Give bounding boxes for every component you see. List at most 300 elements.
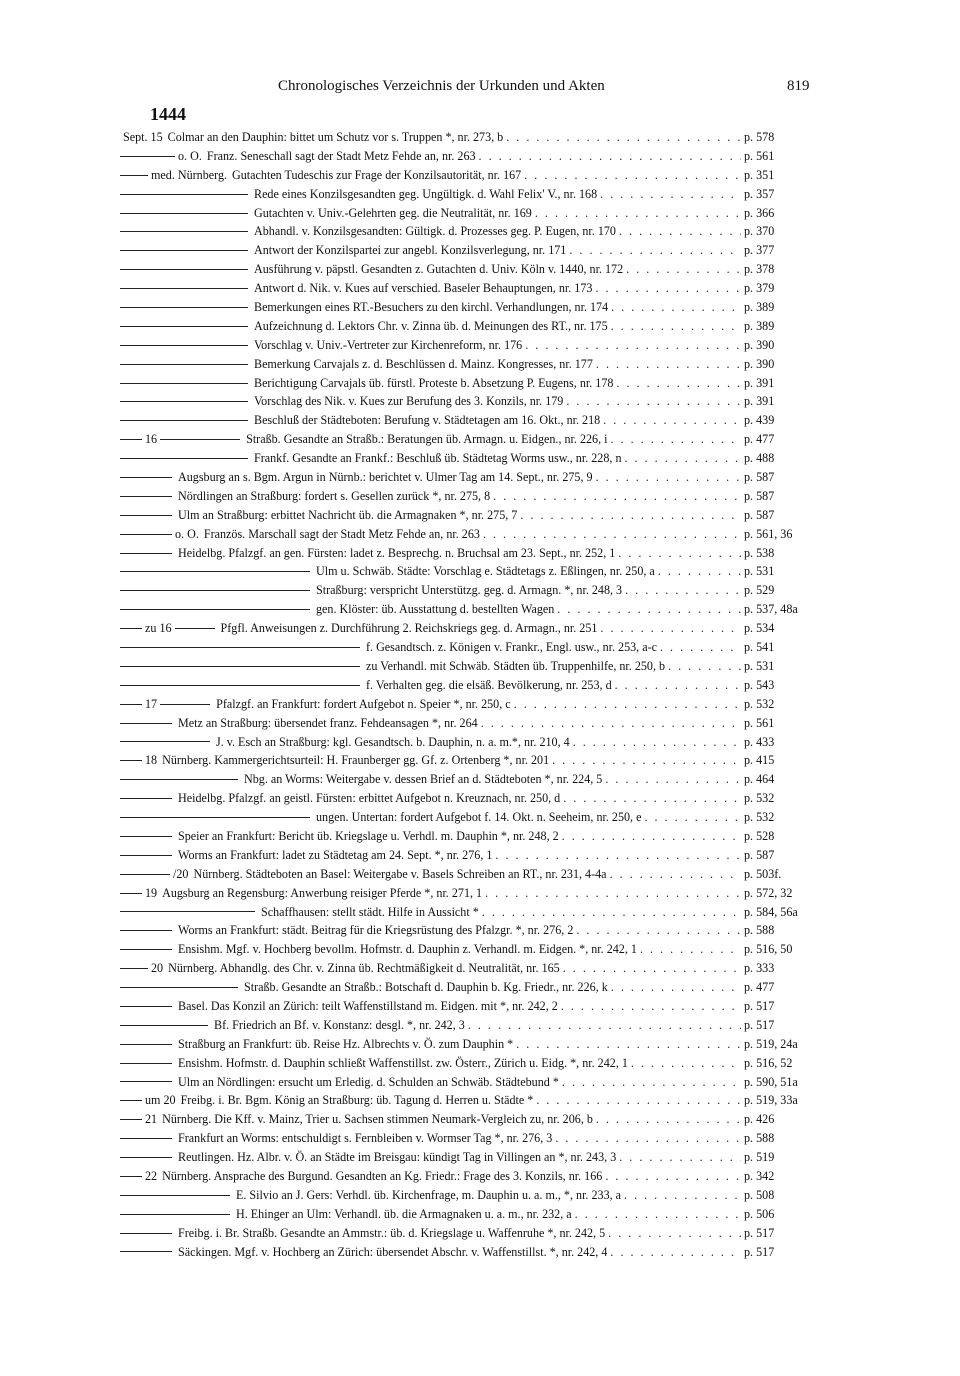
entry-text: Bemerkungen eines RT.-Besuchers zu den kirchl. Verhandlungen, nr. 174 [254,300,609,315]
page-reference: p. 528 [744,828,775,843]
ditto-dash [120,307,248,308]
leader-dots [600,185,741,204]
ditto-dash [120,1119,142,1120]
page-reference: p. 588 [744,923,775,938]
entry-text: Ulm an Straßburg: erbittet Nachricht üb. die Armagnaken *, nr. 275, 7 [178,507,518,522]
entry-text: Säckingen. Mgf. v. Hochberg an Zürich: übersendet Abschr. v. Waffenstillst. *, nr. 242, 4 [178,1244,608,1259]
entry-row [120,1224,810,1243]
page-reference: p. 541 [744,640,775,655]
page-reference: p. 488 [744,451,775,466]
leader-dots [552,751,741,770]
entry-row [120,355,810,374]
entry-row [120,676,810,695]
leader-dots [611,298,741,317]
entry-text: Gutachten v. Univ.-Gelehrten geg. die Neutralität, nr. 169 [254,205,532,220]
ditto-dash [120,571,310,572]
ditto-dash [175,628,215,629]
page-reference: p. 508 [744,1187,775,1202]
entry-text: Heidelbg. Pfalzgf. an gen. Fürsten: ladet z. Besprechg. n. Bruchsal am 23. Sept., nr. 252, 1 [178,545,616,560]
leader-dots [525,336,741,355]
entry-text: Frankfurt an Worms: entschuldigt s. Fernbleiben v. Wormser Tag *, nr. 276, 3 [178,1131,553,1146]
page-reference: p. 516, 50 [744,942,793,957]
entry-text: Berichtigung Carvajals üb. fürstl. Proteste b. Absetzung P. Eugens, nr. 178 [254,375,614,390]
leader-dots [618,544,741,563]
page-reference: p. 391 [744,375,775,390]
ditto-dash [120,345,248,346]
entry-row [120,430,810,449]
page-reference: p. 366 [744,205,775,220]
ditto-dash [120,383,248,384]
entry-row [120,997,810,1016]
page-reference: p. 529 [744,583,775,598]
entry-row [120,1129,810,1148]
entry-text: Ausführung v. päpstl. Gesandten z. Gutachten d. Univ. Köln v. 1440, nr. 172 [254,262,624,277]
leader-dots [575,1205,741,1224]
entry-text: Gutachten Tudeschis zur Frage der Konzilsautorität, nr. 167 [232,167,522,182]
ditto-dash [120,741,210,742]
leader-dots [610,1243,741,1262]
entry-row [120,1054,810,1073]
entry-text: Antwort der Konzilspartei zur angebl. Konzilsverlegung, nr. 171 [254,243,567,258]
entry-row [120,1148,810,1167]
entry-row [120,581,810,600]
ditto-dash [120,401,248,402]
ditto-dash [120,1138,172,1139]
page-reference: p. 426 [744,1112,775,1127]
entry-text: Augsburg an Regensburg: Anwerbung reisiger Pferde *, nr. 271, 1 [162,885,483,900]
entry-text: Beschluß der Städteboten: Berufung v. Städtetagen am 16. Okt., nr. 218 [254,413,601,428]
entry-row [120,1205,810,1224]
entry-date: 21 [145,1112,158,1127]
leader-dots [481,714,741,733]
ditto-dash [120,496,172,497]
leader-dots [658,562,741,581]
entry-row [120,619,810,638]
ditto-dash [120,515,172,516]
leader-dots [524,166,741,185]
leader-dots [482,903,741,922]
ditto-dash [120,685,360,686]
entry-row [120,260,810,279]
entry-text: Nürnberg. Die Kff. v. Mainz, Trier u. Sachsen stimmen Neumark-Vergleich zu, nr. 206, b [162,1112,593,1127]
entry-text: Frankf. Gesandte an Frankf.: Beschluß üb. Städtetag Worms usw., nr. 228, n [254,451,622,466]
leader-dots [468,1016,741,1035]
ditto-dash [120,534,172,535]
entry-date: /20 [173,866,189,881]
page-reference: p. 517 [744,998,775,1013]
page-reference: p. 519, 33a [744,1093,798,1108]
ditto-dash [120,590,310,591]
ditto-dash [120,817,310,818]
entry-row [120,1091,810,1110]
entry-row [120,959,810,978]
ditto-dash [120,987,238,988]
page-reference: p. 477 [744,432,775,447]
page-reference: p. 389 [744,300,775,315]
entry-row [120,185,810,204]
ditto-dash [120,250,248,251]
ditto-dash [120,1081,172,1082]
entry-text: Worms an Frankfurt: ladet zu Städtetag am 24. Sept. *, nr. 276, 1 [178,847,493,862]
leader-dots [660,638,741,657]
entry-text: H. Ehinger an Ulm: Verhandl. üb. die Armagnaken u. a. m., nr. 232, a [236,1206,572,1221]
page-reference: p. 537, 48a [744,602,798,617]
entry-text: Nürnberg. Kammergerichtsurteil: H. Fraunberger gg. Gf. z. Ortenberg *, nr. 201 [162,753,550,768]
page-reference: p. 415 [744,753,775,768]
page-reference: p. 587 [744,507,775,522]
entry-row [120,128,810,147]
entry-row [120,1110,810,1129]
entry-row [120,1035,810,1054]
page-reference: p. 590, 51a [744,1074,798,1089]
entry-text: Ensishm. Mgf. v. Hochberg bevollm. Hofmstr. d. Dauphin z. Verhandl. m. Eidgen. *, nr. 242, 1 [178,942,637,957]
page-reference: p. 477 [744,980,775,995]
entry-row [120,204,810,223]
entry-date: um 20 [145,1093,176,1108]
entry-text: gen. Klöster: üb. Ausstattung d. bestellten Wagen [316,602,555,617]
ditto-dash [120,156,175,157]
ditto-dash [120,874,170,875]
ditto-dash [120,175,148,176]
entry-text: Reutlingen. Hz. Albr. v. Ö. an Städte im Breisgau: kündigt Tag in Villingen an *, nr. 243, 3 [178,1150,617,1165]
entry-text: Ensishm. Hofmstr. d. Dauphin schließt Waffenstillst. zw. Österr., Zürich u. Eidg. *, nr. 242, 1 [178,1055,628,1070]
leader-dots [535,204,741,223]
leader-dots [625,449,742,468]
page-reference: p. 588 [744,1131,775,1146]
ditto-dash [120,458,248,459]
entry-text: Straßb. Gesandte an Straßb.: Beratungen üb. Armagn. u. Eidgen., nr. 226, i [246,432,608,447]
entry-row [120,241,810,260]
entry-text: Straßburg an Frankfurt: üb. Reise Hz. Albrechts v. Ö. zum Dauphin * [178,1036,514,1051]
page-reference: p. 543 [744,677,775,692]
page-reference: p. 439 [744,413,775,428]
ditto-dash [120,477,172,478]
leader-dots [644,808,741,827]
leader-dots [611,317,741,336]
ditto-dash [120,1025,208,1026]
entry-row [120,827,810,846]
entry-text: Nördlingen an Straßburg: fordert s. Gesellen zurück *, nr. 275, 8 [178,488,491,503]
leader-dots [493,487,741,506]
leader-dots [608,1224,741,1243]
entry-row [120,751,810,770]
ditto-dash [120,836,172,837]
entry-row [120,1186,810,1205]
leader-dots [516,1035,741,1054]
entry-row [120,166,810,185]
entry-text: Nürnberg. Städteboten an Basel: Weitergabe v. Basels Schreiben an RT., nr. 231, 4-4a [193,866,607,881]
entry-row [120,940,810,959]
entry-row [120,411,810,430]
entry-text: Nürnberg. Ansprache des Burgund. Gesandten an Kg. Friedr.: Frage des 3. Konzils, nr. 166 [162,1168,603,1183]
leader-dots [520,506,741,525]
ditto-dash [120,439,142,440]
leader-dots [557,600,741,619]
leader-dots [615,676,741,695]
entry-row [120,770,810,789]
entry-text: Rede eines Konzilsgesandten geg. Ungültigk. d. Wahl Felix' V., nr. 168 [254,186,598,201]
entry-row [120,921,810,940]
entry-text: Aufzeichnung d. Lektors Chr. v. Zinna üb. d. Meinungen des RT., nr. 175 [254,318,608,333]
entry-row [120,808,810,827]
leader-dots [610,865,741,884]
entry-row [120,865,810,884]
leader-dots [576,921,741,940]
entry-row [120,449,810,468]
entry-text: Bf. Friedrich an Bf. v. Konstanz: desgl. *, nr. 242, 3 [214,1017,465,1032]
entry-text: Abhandl. v. Konzilsgesandten: Gültigk. d. Prozesses geg. P. Eugen, nr. 170 [254,224,616,239]
entry-row [120,525,810,544]
year-heading: 1444 [150,104,186,124]
entry-row [120,222,810,241]
entry-text: Franz. Seneschall sagt der Stadt Metz Fehde an, nr. 263 [206,148,476,163]
leader-dots [562,1073,741,1092]
leader-dots [596,355,741,374]
entry-row [120,147,810,166]
page-reference: p. 391 [744,394,775,409]
entry-date: o. O. [175,526,199,541]
leader-dots [479,147,741,166]
leader-dots [536,1091,741,1110]
page-reference: p. 517 [744,1225,775,1240]
ditto-dash [120,949,172,950]
ditto-dash [120,420,248,421]
page-reference: p. 519 [744,1150,775,1165]
ditto-dash [120,911,255,912]
leader-dots [495,846,741,865]
ditto-dash [120,930,172,931]
entry-row [120,657,810,676]
page-reference: p. 532 [744,791,775,806]
leader-dots [668,657,741,676]
entry-text: Pfgfl. Anweisungen z. Durchführung 2. Reichskriegs geg. d. Armagn., nr. 251 [220,621,598,636]
entry-row [120,846,810,865]
page-reference: p. 433 [744,734,775,749]
entry-row [120,317,810,336]
page-reference: p. 561 [744,715,775,730]
ditto-dash [120,647,360,648]
entry-text: Schaffhausen: stellt städt. Hilfe in Aussicht * [261,904,479,919]
entry-row [120,978,810,997]
entry-text: Straßb. Gesandte an Straßb.: Botschaft d. Dauphin b. Kg. Friedr., nr. 226, k [244,980,608,995]
entry-text: Freibg. i. Br. Bgm. König an Straßburg: üb. Tagung d. Herren u. Städte * [180,1093,534,1108]
ditto-dash [120,1251,172,1252]
entry-text: Speier an Frankfurt: Bericht üb. Kriegslage u. Verhdl. m. Dauphin *, nr. 248, 2 [178,828,559,843]
page-number: 819 [787,78,810,94]
leader-dots [566,392,741,411]
entry-text: Französ. Marschall sagt der Stadt Metz Fehde an, nr. 263 [203,526,480,541]
page-reference: p. 516, 52 [744,1055,793,1070]
ditto-dash [120,1063,172,1064]
page-reference: p. 531 [744,658,775,673]
entry-text: Bemerkung Carvajals z. d. Beschlüssen d. Mainz. Kongresses, nr. 177 [254,356,593,371]
leader-dots [640,940,741,959]
ditto-dash [120,288,248,289]
ditto-dash [120,1100,142,1101]
entry-list [120,128,810,1261]
ditto-dash [120,779,238,780]
entry-row [120,336,810,355]
ditto-dash [120,893,142,894]
page-reference: p. 578 [744,130,775,144]
entry-row [120,884,810,903]
page-reference: p. 378 [744,262,775,277]
page-reference: p. 532 [744,810,775,825]
entry-row [120,903,810,922]
entry-text: J. v. Esch an Straßburg: kgl. Gesandtsch. b. Dauphin, n. a. m.*, nr. 210, 4 [216,734,570,749]
entry-date: 22 [145,1168,158,1183]
page-reference: p. 377 [744,243,775,258]
entry-text: Heidelbg. Pfalzgf. an geistl. Fürsten: erbittet Aufgebot n. Kreuznach, nr. 250, d [178,791,561,806]
page-reference: p. 587 [744,847,775,862]
ditto-dash [120,553,172,554]
leader-dots [605,770,741,789]
entry-row [120,733,810,752]
entry-text: Augsburg an s. Bgm. Argun in Nürnb.: berichtet v. Ulmer Tag am 14. Sept., nr. 275, 9 [178,470,593,485]
ditto-dash [120,1214,230,1215]
page-reference: p. 342 [744,1168,775,1183]
ditto-dash [160,704,210,705]
entry-row [120,714,810,733]
entry-row [120,374,810,393]
leader-dots [619,1148,741,1167]
ditto-dash [120,1233,172,1234]
leader-dots [603,411,741,430]
entry-text: Vorschlag des Nik. v. Kues zur Berufung des 3. Konzils, nr. 179 [254,394,564,409]
entry-row [120,392,810,411]
entry-text: Basel. Das Konzil an Zürich: teilt Waffenstillstand m. Eidgen. mit *, nr. 242, 2 [178,998,558,1013]
entry-row [120,1016,810,1035]
entry-row [120,506,810,525]
leader-dots [600,619,741,638]
ditto-dash [160,439,240,440]
leader-dots [605,1167,741,1186]
ditto-dash [120,666,360,667]
entry-row [120,1073,810,1092]
ditto-dash [120,326,248,327]
ditto-dash [120,213,248,214]
entry-text: Straßburg: verspricht Unterstützg. geg. d. Armagn. *, nr. 248, 3 [316,583,623,598]
ditto-dash [120,1044,172,1045]
leader-dots [562,827,741,846]
leader-dots [573,733,741,752]
page-reference: p. 561 [744,148,775,163]
page-reference: p. 379 [744,281,775,296]
entry-row [120,487,810,506]
ditto-dash [120,968,148,969]
leader-dots [616,374,741,393]
running-header [0,78,960,100]
ditto-dash [120,609,310,610]
entry-text: Freibg. i. Br. Straßb. Gesandte an Ammstr.: üb. d. Kriegslage u. Waffenruhe *, nr. 242, 5 [178,1225,606,1240]
page-reference: p. 389 [744,318,775,333]
leader-dots [624,1186,741,1205]
entry-row [120,279,810,298]
ditto-dash [120,855,172,856]
entry-date: o. O. [178,148,202,163]
page-reference: p. 464 [744,772,775,787]
page-reference: p. 357 [744,186,775,201]
ditto-dash [120,628,142,629]
entry-text: Colmar an den Dauphin: bittet um Schutz vor s. Truppen *, nr. 273, b [167,130,504,144]
entry-row [120,695,810,714]
entry-date: zu 16 [145,621,172,636]
entry-date: Sept. 15 [123,130,163,144]
entry-text: Pfalzgf. an Frankfurt: fordert Aufgebot n. Speier *, nr. 250, c [216,696,511,711]
ditto-dash [120,798,172,799]
ditto-dash [120,1176,142,1177]
entry-text: Metz an Straßburg: übersendet franz. Fehdeansagen *, nr. 264 [178,715,478,730]
leader-dots [626,260,741,279]
page-reference: p. 390 [744,337,775,352]
leader-dots [506,128,741,147]
page-reference: p. 333 [744,961,775,976]
page-reference: p. 517 [744,1017,775,1032]
ditto-dash [120,194,248,195]
leader-dots [625,581,741,600]
page-reference: p. 584, 56a [744,904,798,919]
entry-text: Vorschlag v. Univ.-Vertreter zur Kirchenreform, nr. 176 [254,337,523,352]
page-reference: p. 506 [744,1206,775,1221]
ditto-dash [120,269,248,270]
page-reference: p. 390 [744,356,775,371]
entry-text: Antwort d. Nik. v. Kues auf verschied. Baseler Behauptungen, nr. 173 [254,281,593,296]
leader-dots [561,997,741,1016]
entry-text: f. Gesandtsch. z. Königen v. Frankr., Engl. usw., nr. 253, a-c [366,640,657,655]
entry-row [120,468,810,487]
entry-date: 17 [145,696,158,711]
ditto-dash [120,231,248,232]
entry-text: Worms an Frankfurt: städt. Beitrag für die Kriegsrüstung des Pfalzgr. *, nr. 276, 2 [178,923,574,938]
entry-text: zu Verhandl. mit Schwäb. Städten üb. Truppenhilfe, nr. 250, b [366,658,666,673]
leader-dots [485,884,741,903]
ditto-dash [120,723,172,724]
entry-text: E. Silvio an J. Gers: Verhdl. üb. Kirchenfrage, m. Dauphin u. a. m., *, nr. 233, a [236,1187,622,1202]
entry-date: 18 [145,753,158,768]
leader-dots [619,222,741,241]
entry-row [120,544,810,563]
page-reference: p. 503f. [744,866,782,881]
page-reference: p. 370 [744,224,775,239]
ditto-dash [120,1157,172,1158]
page-reference: p. 517 [744,1244,775,1259]
leader-dots [631,1054,741,1073]
entry-row [120,638,810,657]
leader-dots [563,959,741,978]
running-title: Chronologisches Verzeichnis der Urkunden und Akten [278,78,605,94]
entry-text: Ulm u. Schwäb. Städte: Vorschlag e. Städtetags z. Eßlingen, nr. 250, a [316,564,655,579]
leader-dots [595,279,741,298]
entry-row [120,1243,810,1262]
leader-dots [514,695,741,714]
page-reference: p. 587 [744,470,775,485]
entry-date: 19 [145,885,158,900]
page-reference: p. 572, 32 [744,885,793,900]
page-reference: p. 531 [744,564,775,579]
ditto-dash [120,704,142,705]
entry-text: f. Verhalten geg. die elsäß. Bevölkerung, nr. 253, d [366,677,612,692]
page-reference: p. 519, 24a [744,1036,798,1051]
leader-dots [563,789,741,808]
leader-dots [483,525,741,544]
entry-row [120,298,810,317]
page-reference: p. 538 [744,545,775,560]
page-reference: p. 351 [744,167,775,182]
leader-dots [611,430,742,449]
page-reference: p. 534 [744,621,775,636]
leader-dots [596,468,741,487]
entry-row [120,1167,810,1186]
